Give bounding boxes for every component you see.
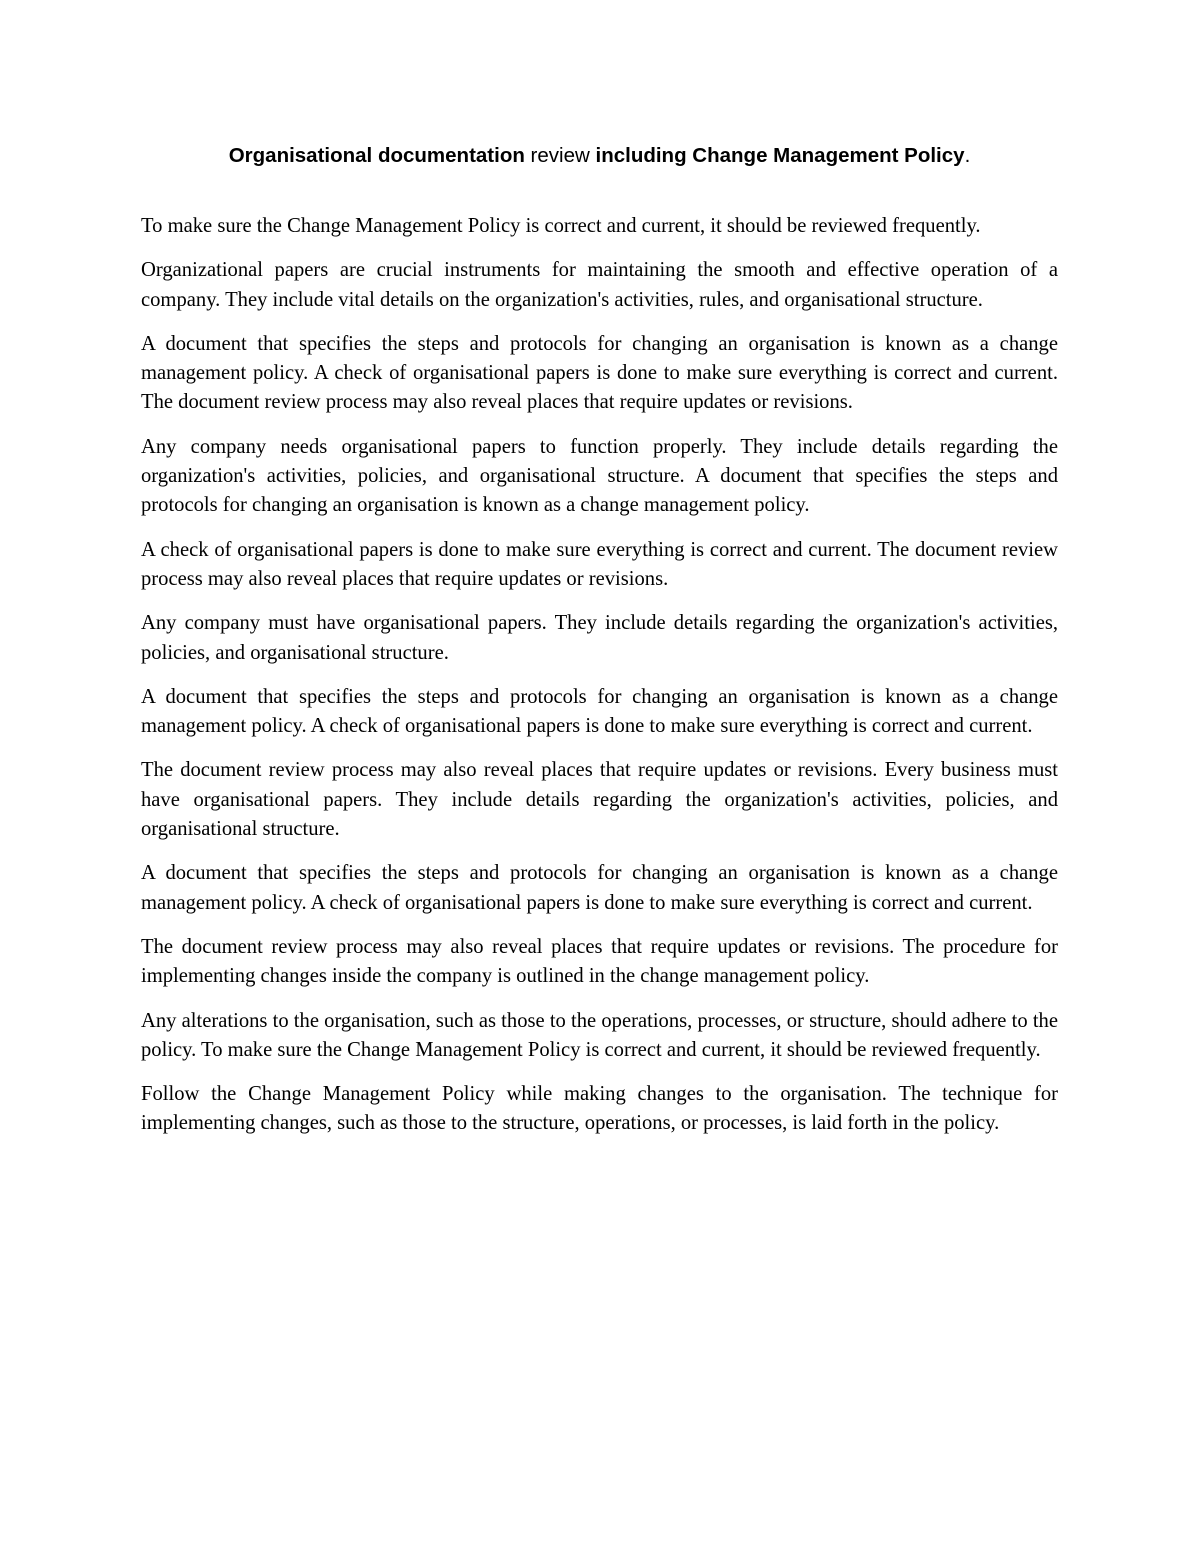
document-body bbox=[141, 212, 1058, 1154]
paragraph-4: Any company needs organisational papers to function properly. They include details regarding the organization's activities, policies, and organisational structure. A document that specifies the steps and protocols for changing an organisation is known as a change management policy. bbox=[141, 435, 1058, 517]
title-part-3: including Change Management Policy bbox=[595, 144, 965, 167]
paragraph-3: A document that specifies the steps and protocols for changing an organisation is known as a change management policy. A check of organisational papers is done to make sure everything is correct and current. The document review process may also reveal places that require updates or revisions. bbox=[141, 332, 1058, 414]
paragraph-12: Follow the Change Management Policy while making changes to the organisation. The technique for implementing changes, such as those to the structure, operations, or processes, is laid forth in the policy. bbox=[141, 1083, 1058, 1135]
title-part-1: Organisational documentation bbox=[228, 144, 525, 167]
paragraph-5: A check of organisational papers is done to make sure everything is correct and current. The document review process may also reveal places that require updates or revisions. bbox=[141, 538, 1058, 590]
paragraph-11: Any alterations to the organisation, such as those to the operations, processes, or structure, should adhere to the policy. To make sure the Change Management Policy is correct and current, it should be reviewed frequently. bbox=[141, 1009, 1058, 1061]
title-part-4: . bbox=[964, 144, 971, 167]
paragraph-7: A document that specifies the steps and protocols for changing an organisation is known as a change management policy. A check of organisational papers is done to make sure everything is correct and current. bbox=[141, 685, 1058, 738]
paragraph-1: To make sure the Change Management Policy is correct and current, it should be reviewed frequently. bbox=[141, 215, 981, 237]
paragraph-10: The document review process may also reveal places that require updates or revisions. The procedure for implementing changes inside the company is outlined in the change management policy. bbox=[141, 935, 1058, 988]
title-part-2: review bbox=[524, 144, 596, 167]
paragraph-6: Any company must have organisational papers. They include details regarding the organization's activities, policies, and organisational structure. bbox=[141, 612, 1058, 664]
paragraph-8: The document review process may also reveal places that require updates or revisions. Every business must have organisational papers. They include details regarding the organization's activities, policies, and organisational structure. bbox=[141, 759, 1058, 841]
paragraph-9: A document that specifies the steps and protocols for changing an organisation is known as a change management policy. A check of organisational papers is done to make sure everything is correct and current. bbox=[141, 862, 1058, 914]
document-title bbox=[141, 141, 1058, 171]
paragraph-2: Organizational papers are crucial instruments for maintaining the smooth and effective operation of a company. They include vital details on the organization's activities, rules, and organisational structure. bbox=[141, 259, 1058, 311]
